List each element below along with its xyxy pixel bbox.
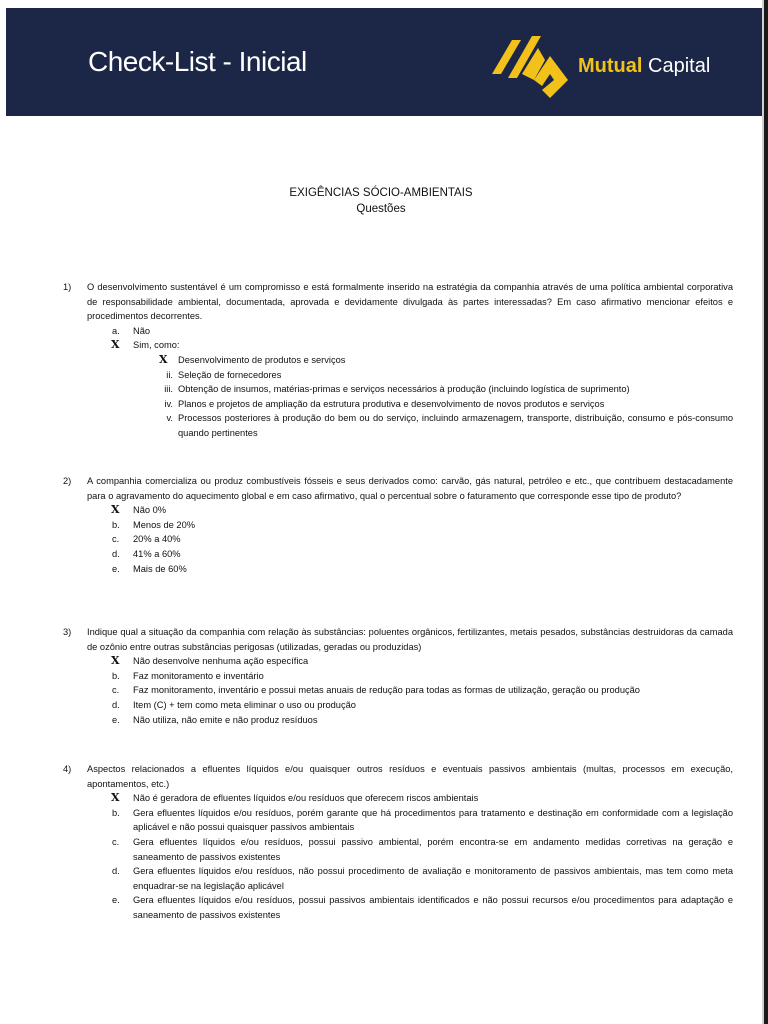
option-list — [106, 503, 733, 576]
selected-x-mark: X — [159, 352, 168, 366]
option-a-selected[interactable] — [106, 791, 733, 806]
sub-option-text: Processos posteriores à produção do bem ou do serviço, incluindo armazenagem, transporte, distribuição, consumo e pós-consumo quando pertinentes — [178, 413, 733, 438]
option-d[interactable] — [106, 547, 733, 562]
option-a[interactable] — [106, 324, 733, 339]
sub-option-ii[interactable] — [149, 368, 733, 383]
question-number: 4) — [63, 764, 72, 774]
selected-x-mark: X — [111, 338, 120, 352]
sub-option-iii[interactable] — [149, 382, 733, 397]
option-e[interactable] — [106, 562, 733, 577]
option-marker: e. — [112, 563, 120, 574]
option-marker: b. — [112, 670, 120, 681]
question-4 — [63, 762, 733, 923]
option-marker: d. — [112, 548, 120, 559]
option-b[interactable] — [106, 669, 733, 684]
brand-name — [578, 55, 710, 78]
sub-option-list — [149, 353, 733, 441]
option-text: Não — [133, 325, 151, 336]
document-subheading: Questões — [356, 203, 406, 215]
sub-option-v[interactable] — [149, 411, 733, 440]
sub-option-i-selected[interactable] — [149, 353, 733, 368]
page-header — [6, 8, 762, 116]
option-a-selected[interactable] — [106, 654, 733, 669]
option-d[interactable] — [106, 864, 733, 893]
option-e[interactable] — [106, 713, 733, 728]
question-1 — [63, 280, 733, 441]
option-b[interactable] — [106, 518, 733, 533]
sub-option-iv[interactable] — [149, 397, 733, 412]
option-c[interactable] — [106, 835, 733, 864]
option-marker: c. — [112, 534, 120, 545]
option-d[interactable] — [106, 698, 733, 713]
option-text: Faz monitoramento, inventário e possui metas anuais de redução para todas as formas de utilização, geração ou produção — [133, 685, 640, 696]
option-marker: e. — [112, 714, 120, 725]
option-c[interactable] — [106, 532, 733, 547]
document-heading: EXIGÊNCIAS SÓCIO-AMBIENTAIS — [289, 187, 473, 199]
option-text: Gera efluentes líquidos e/ou resíduos, porém garante que há procedimentos para tratamento e destinação em conformidade com a legislação aplicável e não possui quaisquer passivos ambientais — [133, 807, 733, 833]
option-text: Não utiliza, não emite e não produz resíduos — [133, 714, 318, 725]
option-marker: e. — [112, 895, 120, 906]
brand-name-rest: Capital — [648, 55, 711, 77]
option-list — [106, 791, 733, 922]
header-title: Check-List - Inicial — [88, 46, 307, 77]
selected-x-mark: X — [111, 503, 120, 517]
option-text: Não é geradora de efluentes líquidos e/ou resíduos que oferecem riscos ambientais — [133, 793, 479, 804]
option-marker: a. — [112, 325, 120, 336]
question-text: Indique qual a situação da companhia com relação às substâncias: poluentes orgânicos, fertilizantes, metais pesados, substâncias destruidoras da camada de ozônio entre outras substâncias perigosas (utilizadas, geradas ou produzidas) — [87, 627, 733, 652]
option-a-selected[interactable] — [106, 503, 733, 518]
option-text: Gera efluentes líquidos e/ou resíduos, não possui procedimento de avaliação e monitoramento de passivos ambientais, mas tem como meta enquadrar-se na legislação aplicável — [133, 866, 733, 891]
option-text: Faz monitoramento e inventário — [133, 670, 264, 681]
mutual-capital-logo-icon — [488, 30, 572, 100]
option-text: 20% a 40% — [133, 534, 181, 545]
brand-name-bold: Mutual — [578, 55, 643, 77]
option-list — [106, 654, 733, 727]
sub-option-text: Obtenção de insumos, matérias-primas e serviços necessários à produção (incluindo logística de suprimento) — [178, 384, 630, 395]
option-list — [106, 324, 733, 441]
option-text: Mais de 60% — [133, 563, 187, 574]
selected-x-mark: X — [111, 791, 120, 805]
option-marker: c. — [112, 685, 120, 696]
option-marker: d. — [112, 699, 120, 710]
option-e[interactable] — [106, 893, 733, 922]
option-c[interactable] — [106, 683, 733, 698]
sub-option-text: Planos e projetos de ampliação da estrutura produtiva e desenvolvimento de novos produtos e serviços — [178, 398, 605, 409]
question-number: 3) — [63, 627, 72, 637]
option-text: Menos de 20% — [133, 519, 196, 530]
option-text: 41% a 60% — [133, 548, 181, 559]
option-b-selected[interactable] — [106, 338, 733, 353]
selected-x-mark: X — [111, 654, 120, 668]
sub-option-marker: iii. — [164, 384, 173, 395]
option-text: Item (C) + tem como meta eliminar o uso ou produção — [133, 699, 356, 710]
option-marker: b. — [112, 807, 120, 818]
option-marker: d. — [112, 866, 120, 877]
question-text: Aspectos relacionados a efluentes líquidos e/ou quaisquer outros resíduos e eventuais passivos ambientais (multas, processos em execução, apontamentos, etc.) — [87, 764, 733, 789]
sub-option-marker: ii. — [166, 369, 173, 380]
option-text: Gera efluentes líquidos e/ou resíduos, possui passivo ambiental, porém encontra-se em andamento medidas corretivas na geração e saneamento de passivos existentes — [133, 836, 733, 862]
sub-option-text: Desenvolvimento de produtos e serviços — [178, 354, 346, 365]
option-marker: b. — [112, 519, 120, 530]
question-3 — [63, 625, 733, 727]
option-marker: c. — [112, 836, 120, 847]
sub-option-marker: v. — [166, 413, 173, 424]
question-text: A companhia comercializa ou produz combustíveis fósseis e seus derivados como: carvão, gás natural, petróleo e etc., que contribuem destacadamente para o agravamento do aquecimento global e em caso afirmativo, qual o percentual sobre o faturamento que corresponde esse tipo de produto? — [87, 476, 733, 501]
sub-option-marker: iv. — [164, 398, 173, 409]
question-number: 1) — [63, 282, 72, 292]
option-text: Sim, como: — [133, 340, 180, 351]
question-number: 2) — [63, 476, 72, 486]
option-text: Não desenvolve nenhuma ação específica — [133, 656, 309, 667]
question-text: O desenvolvimento sustentável é um compromisso e está formalmente inserido na estratégia da companhia através de uma política ambiental corporativa de responsabilidade ambiental, documentada, aprovada e devidamente divulgada às partes interessadas? Em caso afirmativo mencionar efeitos e procedimentos decorrentes. — [87, 282, 733, 322]
option-b[interactable] — [106, 806, 733, 835]
option-text: Não 0% — [133, 505, 167, 516]
question-2 — [63, 474, 733, 576]
option-text: Gera efluentes líquidos e/ou resíduos, possui passivos ambientais identificados e não possui recursos e/ou procedimentos para adaptação e saneamento de passivos existentes — [133, 895, 733, 920]
sub-option-text: Seleção de fornecedores — [178, 369, 282, 380]
